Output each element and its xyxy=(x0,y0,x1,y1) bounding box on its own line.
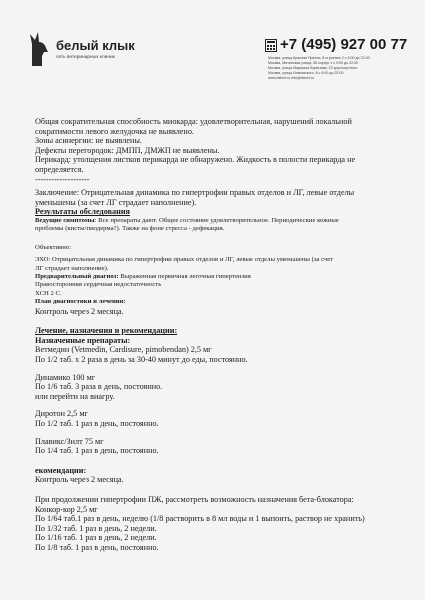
beta-blocker-step: По 1/64 таб.1 раз в день, неделю (1/8 растворить в 8 мл воды и 1 выпоить, раствор не хранить) xyxy=(35,514,365,524)
medication-dose: По 1/4 таб. 1 раз в день, постоянно. xyxy=(35,446,159,456)
symptoms-text: : Все препараты дают. Общее состояние удовлетворительное. Периодические кожные xyxy=(94,216,339,224)
divider-line: -------------------- xyxy=(35,174,90,184)
clinic-phone: +7 (495) 927 00 77 xyxy=(280,36,408,53)
medication-name: Плавикс/Зилт 75 мг xyxy=(35,436,104,446)
prelim-diagnosis-text: Выраженная первичная легочная гипертензия xyxy=(118,272,251,280)
address-line: Москва, улица Исаковского, 8 с 9:00 до 22:00 xyxy=(268,71,344,75)
plan-label: План диагностики и лечения: xyxy=(35,298,126,306)
beta-blocker-step: По 1/16 таб. 1 раз в день, 2 недели. xyxy=(35,533,157,543)
echo-finding-line: Общая сократительная способность миокарда: удовлетворительная, нарушений локальной xyxy=(35,117,352,126)
echo-line: ЭХО: Отрицательная динамика по гипертрофии правых отделов и ЛГ, левые отделы уменьшены (за счет xyxy=(35,256,334,264)
report-body xyxy=(35,117,405,552)
objective-label: Объективно: xyxy=(35,243,72,251)
echo-finding-line: Зоны асинергии: не выявлены. xyxy=(35,136,142,146)
medication-name: Ветмедин (Vetmedin, Cardisure, pimobendan) 2,5 мг xyxy=(35,345,212,355)
beta-blocker-step: По 1/32 таб. 1 раз в день, 2 недели. xyxy=(35,523,157,533)
medication-dose: По 1/2 таб. х 2 раза в день за 30-40 минут до еды, постоянно. xyxy=(35,354,248,364)
prescribed-heading: Назначенные препараты: xyxy=(35,335,131,345)
symptoms-line xyxy=(35,217,405,225)
brand-tagline: сеть ветеринарных клиник xyxy=(56,54,115,59)
recommendations-heading: екомендации: xyxy=(35,465,87,475)
echo-finding-line: определяется. xyxy=(35,164,84,174)
medication-note: или перейти на виагру. xyxy=(35,391,115,401)
prelim-diagnosis-line xyxy=(35,273,405,281)
beta-blocker-step: По 1/8 таб. 1 раз в день, постоянно. xyxy=(35,542,159,552)
conclusion-line: уменьшены (за счет ЛГ страдает наполнение). xyxy=(35,197,197,207)
medication-dose: По 1/6 таб. 3 раза в день, постоянно. xyxy=(35,382,163,392)
recommendations-text: Контроль через 2 месяца. xyxy=(35,475,124,485)
prelim-diagnosis-line-2: Правосторонняя сердечная недостаточность xyxy=(35,281,162,289)
echo-finding-line: сократимости левого желудочка не выявлено. xyxy=(35,126,194,136)
address-line: Москва, Митинская улица, 55 корпус 1 с 9:00 до 22:00 xyxy=(268,61,359,65)
symptoms-label: Ведущие симптомы xyxy=(35,216,95,224)
clinic-addresses xyxy=(268,56,418,81)
results-heading: Результаты обследования xyxy=(35,207,130,217)
echo-finding-line: Дефекты перегородок: ДМПП, ДМЖП не выявлены. xyxy=(35,145,220,155)
echo-line: ЛГ страдает наполнение). xyxy=(35,264,109,272)
phone-block xyxy=(265,36,408,56)
medication-dose: По 1/2 таб. 1 раз в день, постоянно. xyxy=(35,418,159,428)
medication-name: Диротон 2,5 мг xyxy=(35,409,88,419)
address-line: Москва, улица Красная Пресня, 8 строение 2 с 9:00 до 22:00 xyxy=(268,56,370,60)
beta-blocker-name: Конкор-кор 2,5 мг xyxy=(35,504,98,514)
symptoms-line-2: проблемы (кисты/пиодерма?). Также на фоне стресса - дефекация. xyxy=(35,225,225,233)
clinic-logo xyxy=(28,30,153,70)
dog-logo-icon xyxy=(28,30,50,68)
medication-name: Динамико 100 мг xyxy=(35,372,96,382)
plan-text: Контроль через 2 месяца. xyxy=(35,306,124,316)
address-line: www.bklvet.ru info@bklvet.ru xyxy=(268,76,315,80)
phone-icon xyxy=(265,39,277,52)
echo-finding-line: Перикард: утолщения листков перикарда не обнаружено. Жидкость в полости перикарда не xyxy=(35,155,356,165)
treatment-heading: Лечение, назначения и рекомендации: xyxy=(35,326,178,336)
conclusion-line: Заключение: Отрицательная динамика по гипертрофии правых отделов и ЛГ, левые отделы xyxy=(35,188,355,198)
brand-name: белый клык xyxy=(56,38,135,53)
prelim-diagnosis-label: Предварительный диагноз: xyxy=(35,272,119,280)
address-line: Москва, улица Маршала Бирюзова, 22 круглосуточно xyxy=(268,66,358,70)
prelim-diagnosis-line-3: ХСН 2 С. xyxy=(35,289,62,297)
beta-blocker-intro: При продолжении гипертрофии ПЖ, рассмотреть возможность назначения бета-блокатора: xyxy=(35,494,354,504)
